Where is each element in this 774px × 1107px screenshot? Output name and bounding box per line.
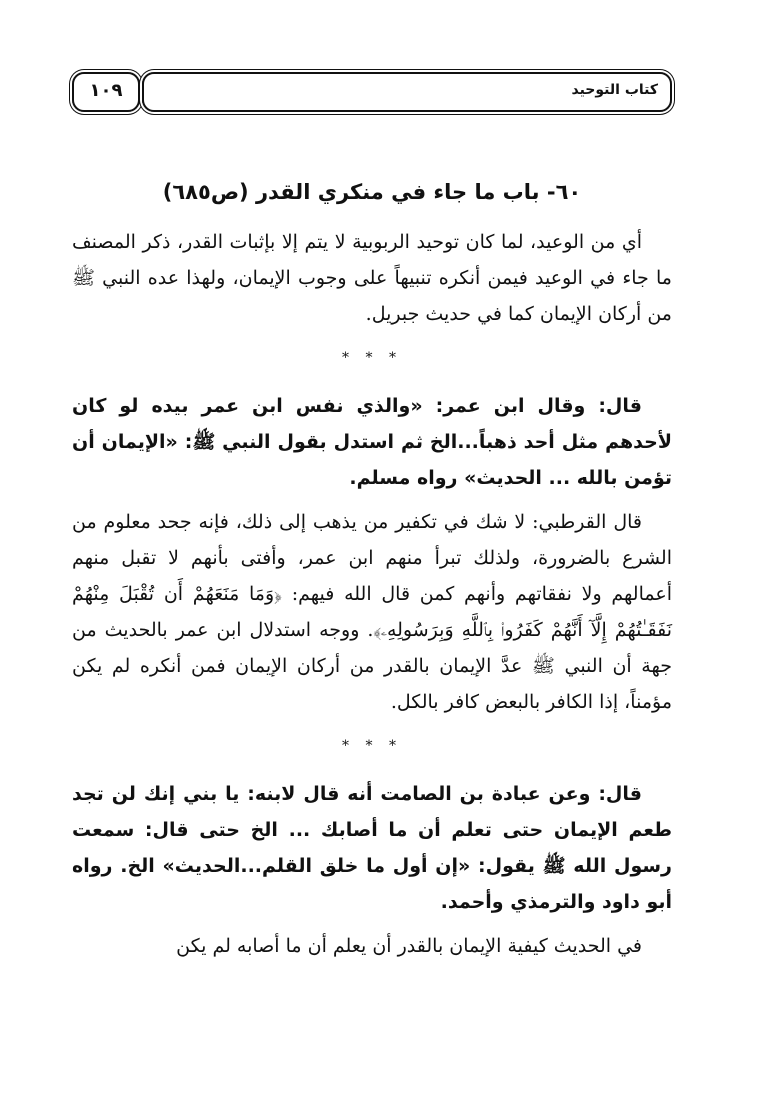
paragraph-qurtubi: قال القرطبي: لا شك في تكفير من يذهب إلى ذلك، فإنه جحد معلوم من الشرع بالضرورة، ولذلك تبرأ منهم ابن عمر، وأفتى بأنهم لا تقبل منهم أعمالهم ولا نفقاتهم وأنهم كمن قال الله فيهم: ﴿وَمَا مَنَعَهُمْ أَن تُقْبَلَ مِنْهُمْ نَفَقَـٰتُهُمْ إِلَّآ أَنَّهُمْ كَفَرُوا۟ بِٱللَّهِ وَبِرَسُولِهِۦ﴾. ووجه استدلال ابن عمر بالحديث من جهة أن النبي ﷺ عدَّ الإيمان بالقدر من أركان الإيمان فمن أنكره لم يكن مؤمناً، إذا الكافر بالبعض كافر بالكل. (72, 511, 672, 713)
paragraph-final: في الحديث كيفية الإيمان بالقدر أن يعلم أن ما أصابه لم يكن (176, 935, 642, 957)
page-header (72, 72, 672, 112)
section-separator: * * * (342, 738, 402, 754)
paragraph-intro: أي من الوعيد، لما كان توحيد الربوبية لا يتم إلا بإثبات القدر، ذكر المصنف ما جاء في الوعيد فيمن أنكره تنبيهاً على وجوب الإيمان، ولهذا عده النبي ﷺ من أركان الإيمان كما في حديث جبريل. (72, 231, 672, 325)
running-title-box (142, 72, 672, 112)
quote-ubada: قال: وعن عبادة بن الصامت أنه قال لابنه: يا بني إنك لن تجد طعم الإيمان حتى تعلم أن ما أصابك ... الخ حتى قال: سمعت رسول الله ﷺ يقول: «إن أول ما خلق القلم...الحديث» الخ. رواه أبو داود والترمذي وأحمد. (72, 783, 672, 913)
book-title: كتاب التوحيد (571, 82, 658, 98)
page-number: ١٠٩ (89, 80, 123, 101)
chapter-heading: ٦٠- باب ما جاء في منكري القدر (ص٦٨٥) (162, 180, 582, 204)
quote-ibn-umar: قال: وقال ابن عمر: «والذي نفس ابن عمر بيده لو كان لأحدهم مثل أحد ذهباً...الخ ثم استدل بقول النبي ﷺ: «الإيمان أن تؤمن بالله ... الحديث» رواه مسلم. (72, 395, 672, 489)
page-body (72, 180, 672, 974)
page-number-box (72, 72, 140, 112)
section-separator: * * * (342, 350, 402, 366)
